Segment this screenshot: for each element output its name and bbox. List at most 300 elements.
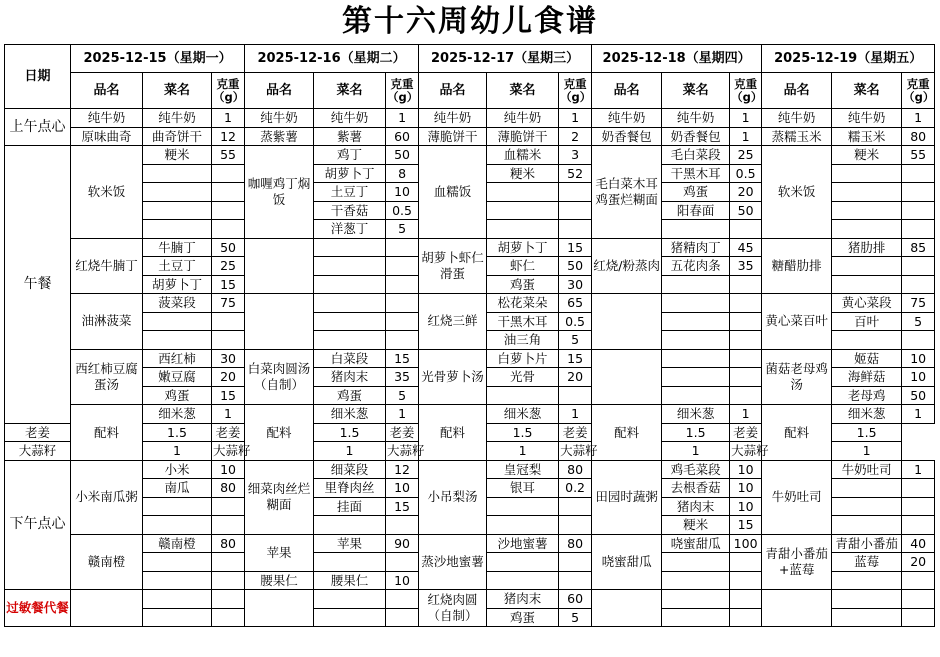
weight [212,312,245,331]
weight: 1.5 [143,423,212,442]
item: 苹果 [245,534,314,571]
dish [662,220,730,239]
item [592,349,662,405]
weight: 50 [386,146,419,165]
weight [730,331,762,350]
weight: 15 [559,349,592,368]
dish: 猪精肉丁 [662,238,730,257]
dish: 哓蜜甜瓜 [662,534,730,553]
dish: 血糯米 [487,146,559,165]
weight [212,497,245,516]
weight: 10 [730,497,762,516]
dish [314,590,386,609]
dish: 大蒜籽 [731,443,769,459]
col-item: 品名 [762,73,832,109]
weight: 5 [559,331,592,350]
dish: 嫩豆腐 [143,368,212,387]
dish: 胡萝卜丁 [487,238,559,257]
weight: 15 [386,497,419,516]
item: 配料 [419,405,487,461]
weight: 5 [386,386,419,405]
weight [212,201,245,220]
item: 细菜肉丝烂糊面 [245,460,314,534]
weight: 10 [730,479,762,498]
dish: 油三角 [487,331,559,350]
dish: 腰果仁 [314,571,386,590]
weight [902,275,935,294]
weight: 0.5 [386,201,419,220]
weight: 80 [902,127,935,146]
weight: 12 [386,460,419,479]
dish [832,164,902,183]
dish: 细米葱 [143,405,212,424]
item: 咖喱鸡丁焖饭 [245,146,314,239]
col-dish: 菜名 [314,73,386,109]
item [592,590,662,627]
weight [386,312,419,331]
item: 小米南瓜粥 [71,460,143,534]
dish: 沙地蜜薯 [487,534,559,553]
weight: 60 [386,127,419,146]
weight: 20 [212,368,245,387]
col-weight: 克重（g） [386,73,419,109]
day-header-tue: 2025-12-16（星期二） [245,45,419,73]
item [245,238,314,294]
dish: 猪肉末 [314,368,386,387]
item: 糖醋肋排 [762,238,832,294]
weight: 10 [212,460,245,479]
weight: 1 [902,109,935,128]
dish: 纯牛奶 [314,109,386,128]
weight: 30 [212,349,245,368]
dish: 纯牛奶 [662,109,730,128]
weight: 10 [386,571,419,590]
item: 小吊梨汤 [419,460,487,534]
item: 软米饭 [762,146,832,239]
dish: 大蒜籽 [387,443,425,459]
dish [143,164,212,183]
dish [143,516,212,535]
weight: 20 [730,183,762,202]
weight: 15 [212,275,245,294]
dish [314,608,386,627]
dish [662,331,730,350]
item: 腰果仁 [245,571,314,590]
dish [487,220,559,239]
weight: 10 [902,368,935,387]
weight: 1 [314,442,386,461]
item: 毛白菜木耳鸡蛋烂糊面 [592,146,662,239]
weight: 1 [143,442,212,461]
dish: 纯牛奶 [487,109,559,128]
weight: 35 [386,368,419,387]
item: 纯牛奶 [71,109,143,128]
dish: 白菜段 [314,349,386,368]
item: 黄心菜百叶 [762,294,832,350]
dish: 姬菇 [832,349,902,368]
item [245,294,314,350]
date-header: 日期 [5,45,71,109]
dish [487,571,559,590]
weight [902,257,935,276]
weight: 1 [902,460,935,479]
weight: 1 [559,405,592,424]
weight: 1 [212,109,245,128]
weight [212,590,245,609]
weight: 10 [902,349,935,368]
item: 蒸沙地蜜薯 [419,534,487,590]
weight: 30 [559,275,592,294]
dish [832,497,902,516]
dish: 土豆丁 [314,183,386,202]
dish: 粳米 [662,516,730,535]
weight [386,294,419,313]
dish [662,608,730,627]
weight [730,553,762,572]
dish: 鸡蛋 [662,183,730,202]
dish: 纯牛奶 [832,109,902,128]
dish [314,516,386,535]
dish: 青甜小番茄 [832,534,902,553]
dish: 糯玉米 [832,127,902,146]
dish [832,331,902,350]
weight [559,516,592,535]
weight: 50 [559,257,592,276]
item [245,590,314,627]
weight [902,590,935,609]
dish: 细菜段 [314,460,386,479]
day-header-mon: 2025-12-15（星期一） [71,45,245,73]
item [71,590,143,627]
weight: 1.5 [314,423,386,442]
weight: 55 [902,146,935,165]
dish: 细米葱 [487,405,559,424]
dish: 鸡蛋 [487,275,559,294]
item: 白菜肉圆汤（自制） [245,349,314,405]
dish: 薄脆饼干 [487,127,559,146]
item: 红烧牛腩丁 [71,238,143,294]
col-weight: 克重（g） [730,73,762,109]
dish [662,386,730,405]
weight [902,497,935,516]
weight: 1 [487,442,559,461]
dish: 洋葱丁 [314,220,386,239]
dish [662,553,730,572]
weight: 50 [902,386,935,405]
weight: 1.5 [832,423,902,442]
weight [386,331,419,350]
dish: 百叶 [832,312,902,331]
dish [143,331,212,350]
weight: 15 [386,349,419,368]
item: 纯牛奶 [419,109,487,128]
weight: 20 [902,553,935,572]
weight [559,220,592,239]
weight [386,257,419,276]
item: 赣南橙 [71,534,143,590]
item: 血糯饭 [419,146,487,239]
weight: 1 [902,405,935,424]
dish [832,257,902,276]
dish [487,183,559,202]
dish: 猪肋排 [832,238,902,257]
dish [143,312,212,331]
weight: 12 [212,127,245,146]
weight: 85 [902,238,935,257]
dish [832,220,902,239]
dish: 鸡丁 [314,146,386,165]
item: 菌菇老母鸡汤 [762,349,832,405]
item: 配料 [71,405,143,461]
dish [662,294,730,313]
dish [662,349,730,368]
dish [832,571,902,590]
weight [386,553,419,572]
dish: 赣南橙 [143,534,212,553]
item: 牛奶吐司 [762,460,832,534]
item: 哓蜜甜瓜 [592,534,662,590]
day-header-fri: 2025-12-19（星期五） [762,45,935,73]
item: 纯牛奶 [762,109,832,128]
dish: 五花肉条 [662,257,730,276]
dish: 鸡蛋 [143,386,212,405]
col-item: 品名 [71,73,143,109]
dish: 里脊肉丝 [314,479,386,498]
dish: 细米葱 [662,405,730,424]
dish: 老姜 [212,423,245,442]
dish: 小米 [143,460,212,479]
dish: 毛白菜段 [662,146,730,165]
weight: 5 [902,312,935,331]
dish: 虾仁 [487,257,559,276]
weight: 0.5 [730,164,762,183]
dish [314,238,386,257]
item: 纯牛奶 [592,109,662,128]
weight [902,516,935,535]
item: 红烧/粉蒸肉 [592,238,662,294]
dish: 黄心菜段 [832,294,902,313]
col-dish: 菜名 [487,73,559,109]
weight: 1 [662,442,730,461]
weight [559,183,592,202]
weight [730,220,762,239]
dish [662,590,730,609]
weight [212,331,245,350]
dish [314,275,386,294]
weight [730,590,762,609]
item: 西红柿豆腐蛋汤 [71,349,143,405]
weight: 45 [730,238,762,257]
item: 蒸紫薯 [245,127,314,146]
col-weight: 克重（g） [902,73,935,109]
weight: 10 [730,460,762,479]
dish: 老姜 [5,423,71,442]
col-item: 品名 [245,73,314,109]
dish: 胡萝卜丁 [314,164,386,183]
weight [559,571,592,590]
item: 红烧肉圆（自制） [419,590,487,627]
dish: 阳春面 [662,201,730,220]
dish [662,571,730,590]
weight [902,571,935,590]
item: 田园时蔬粥 [592,460,662,534]
dish: 牛腩丁 [143,238,212,257]
dish [832,479,902,498]
item: 红烧三鲜 [419,294,487,350]
dish [832,201,902,220]
dish: 鸡蛋 [487,608,559,627]
weight [730,608,762,627]
weight: 0.2 [559,479,592,498]
weight [212,571,245,590]
dish: 纯牛奶 [143,109,212,128]
item: 奶香餐包 [592,127,662,146]
dish: 干黑木耳 [662,164,730,183]
day-header-thu: 2025-12-18（星期四） [592,45,762,73]
dish: 苹果 [314,534,386,553]
item: 薄脆饼干 [419,127,487,146]
weight [902,164,935,183]
meal-allergy: 过敏餐代餐 [5,590,71,627]
dish [314,294,386,313]
dish: 松花菜朵 [487,294,559,313]
weight: 2 [559,127,592,146]
weight: 1 [730,405,762,424]
dish [314,257,386,276]
weight [559,201,592,220]
dish [487,201,559,220]
col-weight: 克重（g） [559,73,592,109]
weight: 5 [559,608,592,627]
weight [902,201,935,220]
dish: 粳米 [143,146,212,165]
weight: 75 [902,294,935,313]
col-item: 品名 [592,73,662,109]
dish [314,331,386,350]
weight: 100 [730,534,762,553]
weight [386,516,419,535]
weight [212,164,245,183]
weight [730,294,762,313]
dish: 蓝莓 [832,553,902,572]
dish: 干黑木耳 [487,312,559,331]
dish: 银耳 [487,479,559,498]
item: 配料 [245,405,314,461]
dish [314,553,386,572]
weight: 1 [212,405,245,424]
weight: 80 [212,534,245,553]
weight: 1 [386,109,419,128]
dish: 大蒜籽 [213,443,251,459]
dish: 粳米 [487,164,559,183]
dish [832,275,902,294]
weight [386,238,419,257]
dish: 猪肉末 [662,497,730,516]
item: 胡萝卜虾仁滑蛋 [419,238,487,294]
weight [212,183,245,202]
dish: 老姜 [386,423,419,442]
weight: 8 [386,164,419,183]
col-item: 品名 [419,73,487,109]
weight: 75 [212,294,245,313]
weight: 60 [559,590,592,609]
weight: 50 [730,201,762,220]
weight [212,553,245,572]
item [592,294,662,350]
weight: 1 [730,109,762,128]
dish: 海鲜菇 [832,368,902,387]
weight [212,516,245,535]
col-dish: 菜名 [832,73,902,109]
weight: 55 [212,146,245,165]
dish: 挂面 [314,497,386,516]
item: 软米饭 [71,146,143,239]
weight: 35 [730,257,762,276]
weight [902,479,935,498]
weight [386,590,419,609]
dish: 鸡蛋 [314,386,386,405]
weight: 90 [386,534,419,553]
dish: 粳米 [832,146,902,165]
weight: 80 [212,479,245,498]
weight: 80 [559,534,592,553]
dish: 奶香餐包 [662,127,730,146]
dish [143,497,212,516]
weight: 80 [559,460,592,479]
item: 原味曲奇 [71,127,143,146]
dish [143,571,212,590]
weight [386,275,419,294]
weight [730,349,762,368]
dish: 牛奶吐司 [832,460,902,479]
dish: 鸡毛菜段 [662,460,730,479]
dish: 老姜 [730,423,762,442]
dish [832,608,902,627]
dish: 白萝卜片 [487,349,559,368]
item: 光骨萝卜汤 [419,349,487,405]
col-weight: 克重（g） [212,73,245,109]
weight: 25 [212,257,245,276]
dish [143,220,212,239]
weight: 1 [832,442,902,461]
weight [559,497,592,516]
weight: 25 [730,146,762,165]
meal-morning: 上午点心 [5,109,71,146]
item: 青甜小番茄+蓝莓 [762,534,832,590]
weight: 40 [902,534,935,553]
dish: 曲奇饼干 [143,127,212,146]
dish: 老母鸡 [832,386,902,405]
dish: 南瓜 [143,479,212,498]
weight: 65 [559,294,592,313]
weight: 15 [559,238,592,257]
dish: 西红柿 [143,349,212,368]
weight: 52 [559,164,592,183]
weight [730,312,762,331]
weight: 1 [559,109,592,128]
weight [902,331,935,350]
dish: 光骨 [487,368,559,387]
weight [730,368,762,387]
item: 油淋菠菜 [71,294,143,350]
weight: 3 [559,146,592,165]
dish [487,386,559,405]
page-title: 第十六周幼儿食谱 [342,4,598,39]
dish: 大蒜籽 [560,443,598,459]
weight [902,220,935,239]
item: 纯牛奶 [245,109,314,128]
weight [730,386,762,405]
